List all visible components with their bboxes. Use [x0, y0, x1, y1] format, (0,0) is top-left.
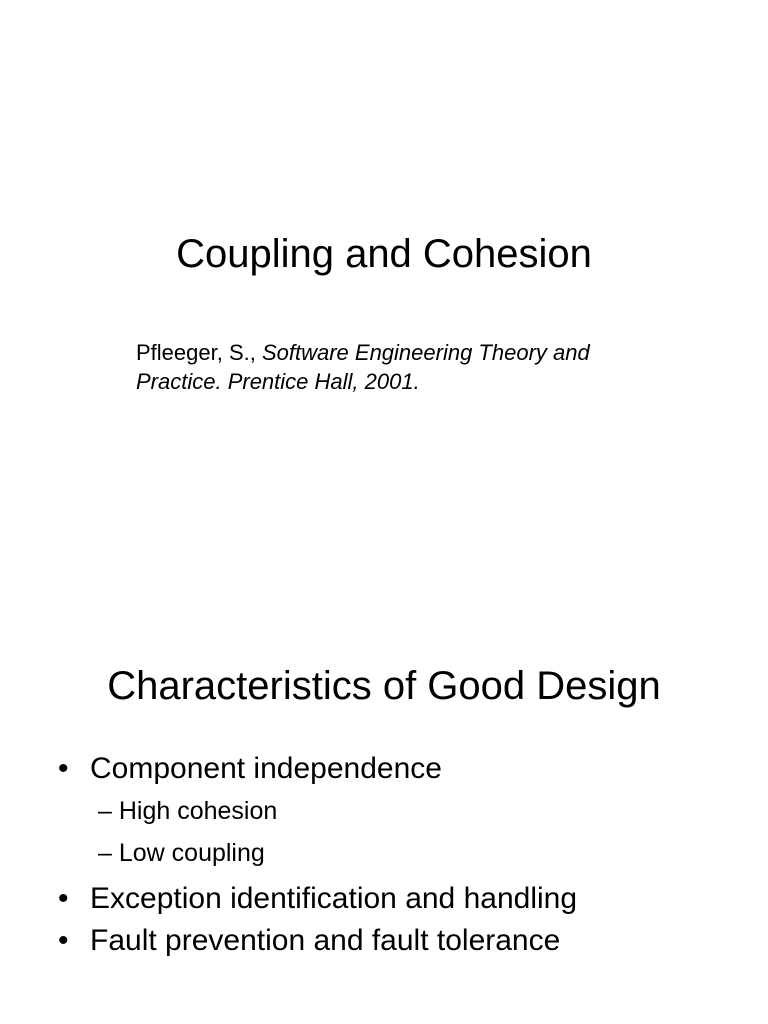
sub-bullet-text: Low coupling: [118, 839, 265, 867]
sub-bullet-item: [58, 790, 577, 832]
bullet-marker: •: [58, 924, 69, 957]
sub-bullet-marker: –: [98, 839, 112, 867]
citation-work: Software Engineering Theory and Practice. Prentice Hall, 2001.: [136, 340, 590, 394]
slide-2-title: Characteristics of Good Design: [107, 664, 661, 708]
bullet-list: [58, 748, 577, 962]
slide-2: [0, 512, 768, 1024]
bullet-marker: •: [58, 752, 69, 785]
bullet-text: Fault prevention and fault tolerance: [90, 924, 561, 957]
citation-author: Pfleeger, S.,: [136, 340, 262, 365]
sub-bullet-marker: –: [98, 797, 112, 825]
slide-1-title: Coupling and Cohesion: [176, 232, 592, 276]
bullet-item: [58, 748, 577, 874]
bullet-item: [58, 920, 577, 962]
sub-bullet-list: [58, 790, 577, 874]
citation: [136, 338, 656, 396]
bullet-item: [58, 878, 577, 920]
bullet-marker: •: [58, 882, 69, 915]
bullet-text: Component independence: [90, 752, 442, 785]
bullet-text: Exception identification and handling: [90, 882, 578, 915]
sub-bullet-item: [58, 832, 577, 874]
sub-bullet-text: High cohesion: [118, 797, 278, 825]
